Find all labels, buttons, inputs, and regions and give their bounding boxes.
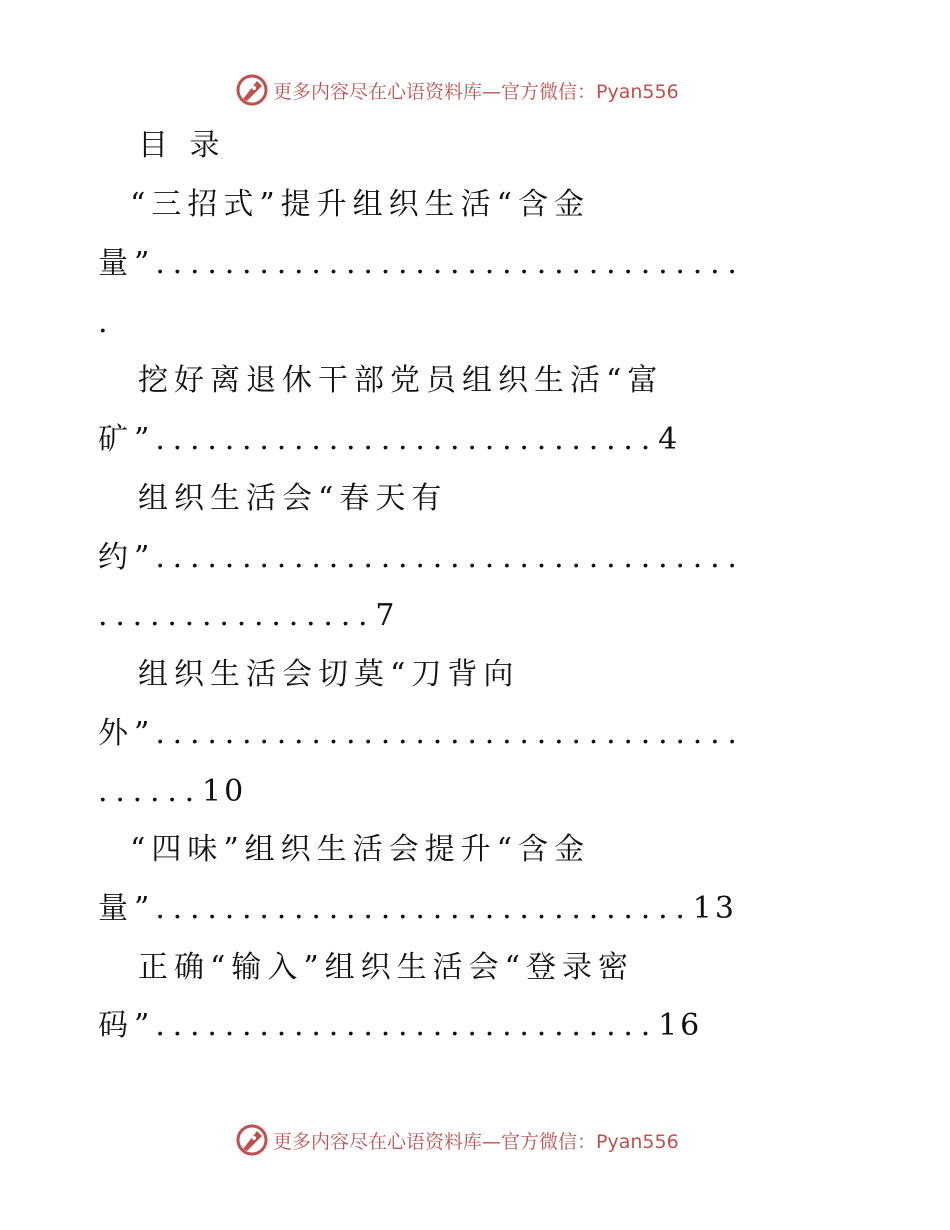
toc-entry-2-leader[interactable]	[98, 422, 680, 458]
toc-entry-3-title-end: 约”	[98, 540, 156, 575]
toc-entry-4-title[interactable]: 组织生活会切莫“刀背向	[138, 657, 520, 692]
toc-entry-3-title[interactable]: 组织生活会“春天有	[138, 481, 448, 516]
toc-entry-6-title-end: 码”	[98, 1008, 156, 1043]
toc-entry-6-leader[interactable]	[98, 1008, 702, 1044]
toc-entry-4-dots: ..................................	[155, 716, 745, 751]
toc-entry-4-title-end: 外”	[98, 716, 156, 751]
pen-nib-logo-icon	[235, 1123, 269, 1157]
toc-heading: 目 录	[138, 128, 226, 163]
toc-entry-3-leader[interactable]	[98, 540, 745, 576]
pen-nib-logo-icon	[235, 73, 269, 107]
toc-entry-3-dots: ..................................	[155, 540, 745, 575]
toc-entry-3-page-number: 7	[375, 598, 398, 633]
footer-watermark	[235, 1122, 679, 1158]
toc-entry-4-leader-cont[interactable]	[98, 774, 246, 810]
toc-entry-3-dots-cont: ................	[98, 598, 376, 633]
toc-entry-5-title[interactable]: “四味”组织生活会提升“含金	[130, 832, 591, 867]
toc-entry-6-dots: .............................	[155, 1008, 659, 1043]
toc-entry-1-dots-cont: .	[98, 305, 114, 340]
toc-entry-5-dots: ...............................	[155, 891, 693, 926]
toc-entry-1-title-end: 量”	[98, 246, 156, 281]
toc-entry-6-page-number: 16	[658, 1008, 703, 1043]
toc-entry-1-dots: ..................................	[155, 246, 745, 281]
toc-entry-2-title-end: 矿”	[98, 422, 156, 457]
toc-entry-5-page-number: 13	[692, 891, 737, 926]
header-watermark	[235, 72, 679, 108]
toc-entry-4-dots-cont: ......	[98, 774, 203, 809]
watermark-text: 更多内容尽在心语资料库—官方微信：Pyan556	[273, 80, 679, 103]
watermark-text: 更多内容尽在心语资料库—官方微信：Pyan556	[273, 1130, 679, 1153]
toc-entry-6-title[interactable]: 正确“输入”组织生活会“登录密	[138, 950, 635, 985]
toc-entry-2-page-number: 4	[658, 422, 681, 457]
toc-entry-4-leader[interactable]	[98, 716, 745, 752]
toc-entry-3-leader-cont[interactable]	[98, 598, 397, 634]
toc-entry-1-title[interactable]: “三招式”提升组织生活“含金	[130, 187, 591, 222]
toc-entry-4-page-number: 10	[202, 774, 247, 809]
toc-entry-5-leader[interactable]	[98, 891, 737, 927]
toc-entry-5-title-end: 量”	[98, 891, 156, 926]
toc-entry-1-leader[interactable]	[98, 246, 745, 282]
toc-entry-2-title[interactable]: 挖好离退休干部党员组织生活“富	[138, 363, 664, 398]
toc-entry-2-dots: .............................	[155, 422, 659, 457]
